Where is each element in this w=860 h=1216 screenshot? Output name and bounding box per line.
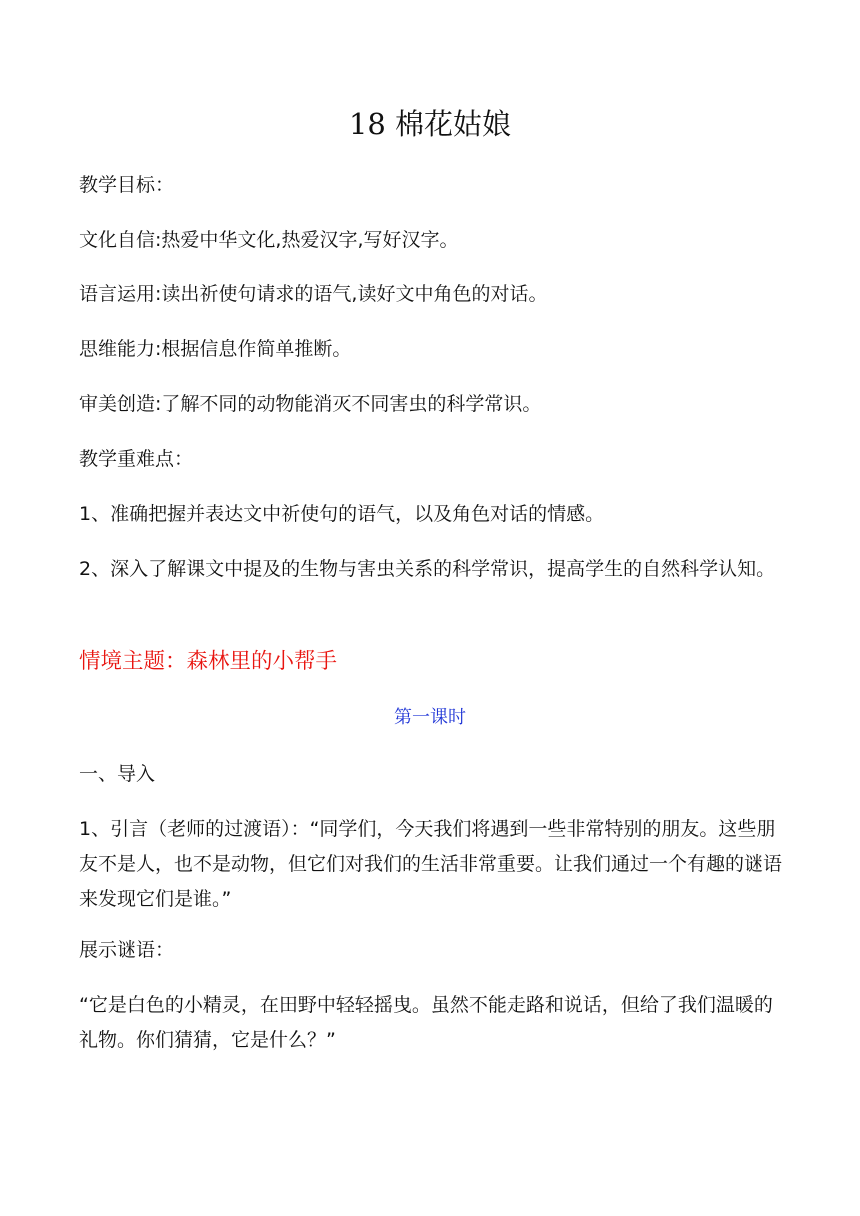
intro-paragraph: 1、引言（老师的过渡语）：“同学们，今天我们将遇到一些非常特别的朋友。这些朋友不是人，也不是动物，但它们对我们的生活非常重要。让我们通过一个有趣的谜语来发现它们是谁。”	[79, 818, 783, 910]
riddle-heading: 展示谜语：	[79, 939, 175, 961]
objective-item: 文化自信:热爱中华文化,热爱汉字,写好汉字。	[79, 229, 459, 251]
objectives-heading: 教学目标：	[79, 174, 175, 196]
situation-theme: 情境主题：森林里的小帮手	[79, 649, 338, 674]
section-heading: 一、导入	[79, 763, 156, 785]
objective-item: 审美创造:了解不同的动物能消灭不同害虫的科学常识。	[79, 393, 542, 415]
objective-item: 思维能力:根据信息作简单推断。	[79, 338, 352, 360]
key-point-item: 2、深入了解课文中提及的生物与害虫关系的科学常识，提高学生的自然科学认知。	[79, 558, 776, 580]
key-points-heading: 教学重难点：	[79, 448, 194, 470]
objective-item: 语言运用:读出祈使句请求的语气,读好文中角色的对话。	[79, 283, 548, 305]
key-point-item: 1、准确把握并表达文中祈使句的语气，以及角色对话的情感。	[79, 503, 605, 525]
riddle-text: “它是白色的小精灵，在田野中轻轻摇曳。虽然不能走路和说话，但给了我们温暖的礼物。你们猜猜，它是什么？”	[79, 994, 773, 1051]
document-title: 18 棉花姑娘	[348, 107, 512, 141]
lesson-title: 第一课时	[394, 707, 466, 728]
